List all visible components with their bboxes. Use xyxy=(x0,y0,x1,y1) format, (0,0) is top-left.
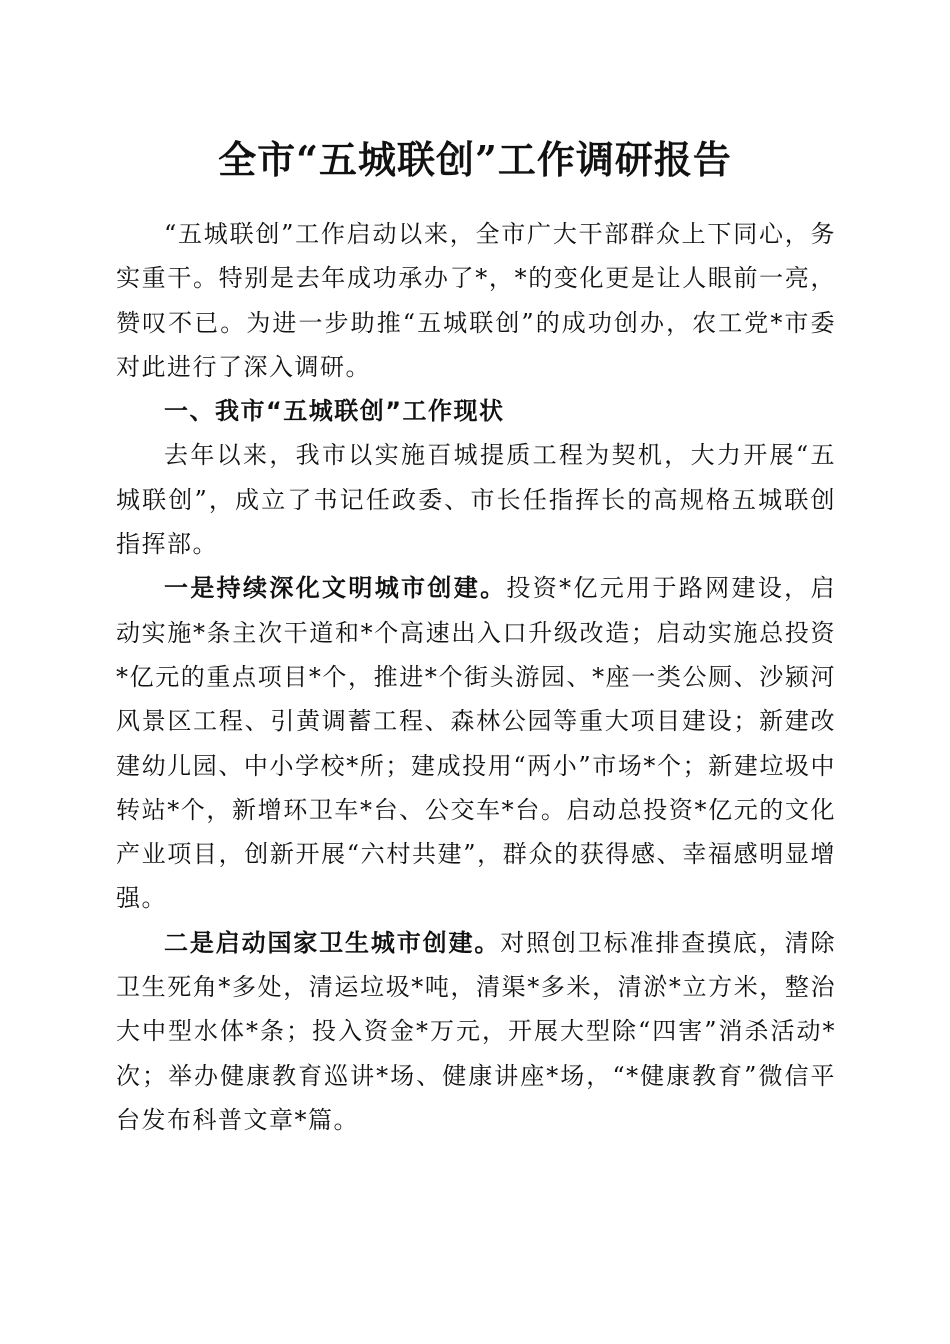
section-heading: 一、我市“五城联创”工作现状 xyxy=(164,397,505,426)
item-paragraph-2 xyxy=(116,921,836,1142)
section-paragraph: 去年以来，我市以实施百城提质工程为契机，大力开展“五城联创”，成立了书记任政委、市长任指挥长的高规格五城联创指挥部。 xyxy=(116,441,836,559)
item-text-2: 对照创卫标准排查摸底，清除卫生死角*多处，清运垃圾*吨，清渠*多米，清淤*立方米，整治大中型水体*条；投入资金*万元，开展大型除“四害”消杀活动*次；举办健康教育巡讲*场、健康讲座*场，“*健康教育”微信平台发布科普文章*篇。 xyxy=(116,928,837,1134)
item-lead-2: 二是启动国家卫生城市创建。 xyxy=(164,928,501,957)
item-lead-1: 一是持续深化文明城市创建。 xyxy=(164,574,507,603)
intro-paragraph: “五城联创”工作启动以来，全市广大干部群众上下同心，务实重干。特别是去年成功承办了*，*的变化更是让人眼前一亮，赞叹不已。为进一步助推“五城联创”的成功创办，农工党*市委对此进行了深入调研。 xyxy=(116,220,836,381)
item-text-1: 投资*亿元用于路网建设，启动实施*条主次干道和*个高速出入口升级改造；启动实施总投资*亿元的重点项目*个，推进*个街头游园、*座一类公厕、沙颍河风景区工程、引黄调蓄工程、森林公园等重大项目建设；新建改建幼儿园、中小学校*所；建成投用“两小”市场*个；新建垃圾中转站*个，新增环卫车*台、公交车*台。启动总投资*亿元的文化产业项目，创新开展“六村共建”，群众的获得感、幸福感明显增强。 xyxy=(116,574,837,913)
document-body xyxy=(116,212,836,1142)
document-title: 全市“五城联创”工作调研报告 xyxy=(218,137,732,182)
item-paragraph-1 xyxy=(116,566,836,920)
